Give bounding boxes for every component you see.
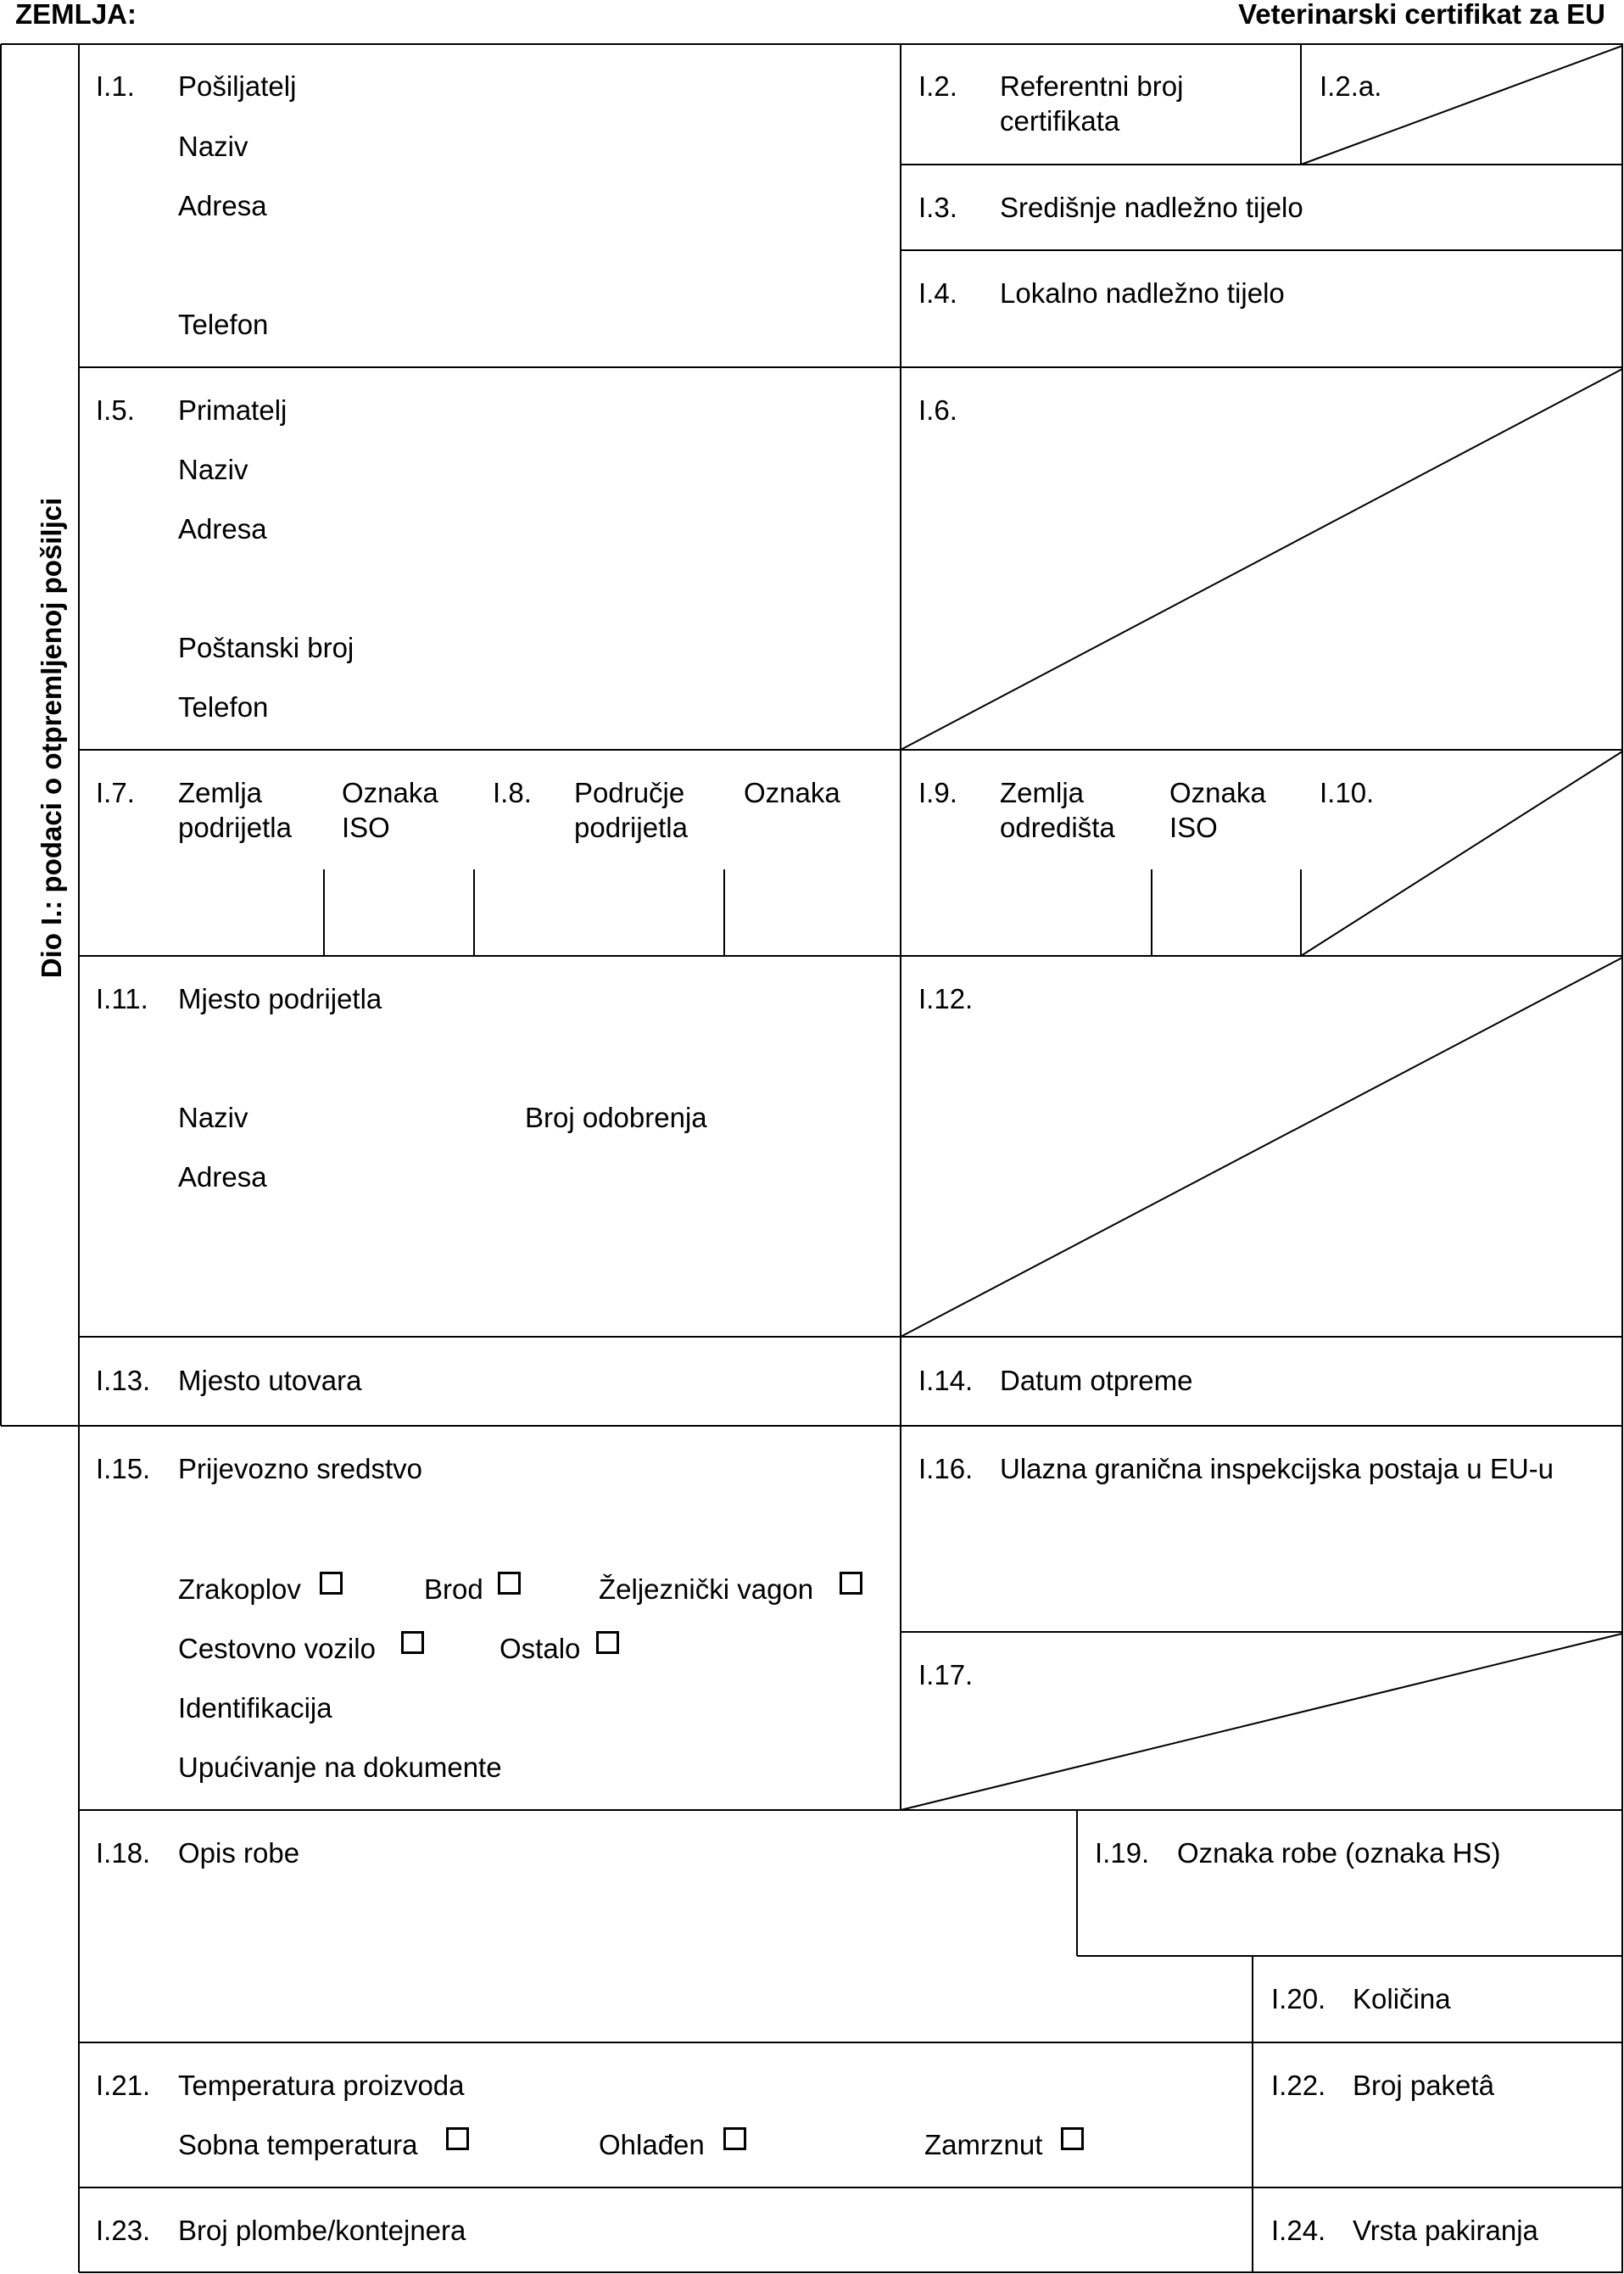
documentary-references-label: Upućivanje na dokumente bbox=[178, 1752, 502, 1783]
consignee-name-label: Naziv bbox=[178, 454, 248, 485]
origin-iso-code-l1: Oznaka bbox=[342, 777, 438, 808]
temp-frozen-checkbox[interactable] bbox=[1061, 2127, 1084, 2150]
box-num-i17: I.17. bbox=[918, 1659, 974, 1690]
transport-road-checkbox[interactable] bbox=[401, 1631, 424, 1654]
origin-iso-code-l2: ISO bbox=[342, 812, 390, 843]
transport-road-label: Cestovno vozilo bbox=[178, 1633, 376, 1664]
box-num-i3: I.3. bbox=[918, 192, 957, 223]
transport-aeroplane-label: Zrakoplov bbox=[178, 1573, 301, 1605]
date-of-departure-title: Datum otpreme bbox=[1000, 1365, 1193, 1396]
box-num-i24: I.24. bbox=[1271, 2215, 1326, 2246]
quantity-title: Količina bbox=[1353, 1983, 1451, 2014]
temp-chilled-label: Ohlađen bbox=[599, 2129, 705, 2160]
seal-container-number-title: Broj plombe/kontejnera bbox=[178, 2215, 466, 2246]
consignee-postcode-label: Poštanski broj bbox=[178, 632, 354, 663]
identification-label: Identifikacija bbox=[178, 1692, 332, 1724]
consignor-phone-label: Telefon bbox=[178, 309, 269, 340]
box-num-i4: I.4. bbox=[918, 277, 957, 309]
transport-other-label: Ostalo bbox=[499, 1633, 581, 1664]
country-of-origin-l2: podrijetla bbox=[178, 812, 292, 843]
place-of-origin-address-label: Adresa bbox=[178, 1161, 267, 1193]
local-authority-title: Lokalno nadležno tijelo bbox=[1000, 277, 1285, 309]
destination-iso-code-l2: ISO bbox=[1169, 812, 1218, 843]
type-of-packaging-title: Vrsta pakiranja bbox=[1353, 2215, 1538, 2246]
reference-number-title-l2: certifikata bbox=[1000, 105, 1120, 137]
certificate-title: Veterinarski certifikat za EU bbox=[1238, 0, 1605, 30]
product-temperature-title: Temperatura proizvoda bbox=[178, 2070, 465, 2101]
consignee-title: Primatelj bbox=[178, 394, 287, 426]
box-num-i2: I.2. bbox=[918, 70, 957, 102]
box-num-i2a: I.2.a. bbox=[1320, 70, 1382, 102]
box-num-i19: I.19. bbox=[1095, 1837, 1150, 1869]
box-num-i12: I.12. bbox=[918, 983, 974, 1014]
region-of-origin-l1: Područje bbox=[574, 777, 685, 808]
box-num-i9: I.9. bbox=[918, 777, 957, 808]
temp-chilled-checkbox[interactable] bbox=[723, 2127, 746, 2150]
commodity-description-title: Opis robe bbox=[178, 1837, 300, 1869]
number-of-packages-title: Broj paketâ bbox=[1353, 2070, 1494, 2101]
part-one-side-label: Dio I.: podaci o otpremljenoj pošiljci bbox=[36, 497, 67, 979]
consignee-phone-label: Telefon bbox=[178, 691, 269, 723]
consignor-address-label: Adresa bbox=[178, 190, 267, 221]
commodity-code-title: Oznaka robe (oznaka HS) bbox=[1177, 1837, 1501, 1869]
temp-frozen-label: Zamrznut bbox=[924, 2129, 1043, 2160]
region-code-label: Oznaka bbox=[744, 777, 840, 808]
temp-ambient-label: Sobna temperatura bbox=[178, 2129, 418, 2160]
destination-iso-code-l1: Oznaka bbox=[1169, 777, 1266, 808]
transport-railway-label: Željeznički vagon bbox=[599, 1573, 814, 1605]
transport-ship-label: Brod bbox=[424, 1573, 483, 1605]
transport-aeroplane-checkbox[interactable] bbox=[320, 1572, 343, 1595]
consignee-address-label: Adresa bbox=[178, 513, 267, 545]
box-num-i11: I.11. bbox=[96, 983, 148, 1014]
entry-bip-title: Ulazna granična inspekcijska postaja u EU-u bbox=[1000, 1453, 1554, 1484]
place-of-origin-title: Mjesto podrijetla bbox=[178, 983, 382, 1014]
transport-ship-checkbox[interactable] bbox=[498, 1572, 521, 1595]
reference-number-title-l1: Referentni broj bbox=[1000, 70, 1184, 102]
box-num-i21: I.21. bbox=[96, 2070, 151, 2101]
place-of-loading-title: Mjesto utovara bbox=[178, 1365, 362, 1396]
box-num-i20: I.20. bbox=[1271, 1983, 1326, 2014]
means-of-transport-title: Prijevozno sredstvo bbox=[178, 1453, 422, 1484]
country-of-origin-l1: Zemlja bbox=[178, 777, 263, 808]
box-num-i16: I.16. bbox=[918, 1453, 974, 1484]
region-of-origin-l2: podrijetla bbox=[574, 812, 688, 843]
box-num-i8: I.8. bbox=[493, 777, 532, 808]
box-num-i13: I.13. bbox=[96, 1365, 151, 1396]
box-num-i5: I.5. bbox=[96, 394, 135, 426]
box-num-i10: I.10. bbox=[1320, 777, 1375, 808]
approval-number-label: Broj odobrenja bbox=[525, 1102, 707, 1133]
country-of-destination-l2: odredišta bbox=[1000, 812, 1115, 843]
transport-other-checkbox[interactable] bbox=[596, 1631, 619, 1654]
temp-ambient-checkbox[interactable] bbox=[446, 2127, 469, 2150]
consignor-name-label: Naziv bbox=[178, 131, 248, 162]
central-authority-title: Središnje nadležno tijelo bbox=[1000, 192, 1303, 223]
box-num-i1: I.1. bbox=[96, 70, 135, 102]
box-num-i7: I.7. bbox=[96, 777, 135, 808]
consignor-title: Pošiljatelj bbox=[178, 70, 297, 102]
box-num-i23: I.23. bbox=[96, 2215, 151, 2246]
transport-railway-checkbox[interactable] bbox=[840, 1572, 862, 1595]
box-num-i14: I.14. bbox=[918, 1365, 974, 1396]
box-num-i22: I.22. bbox=[1271, 2070, 1326, 2101]
country-label: ZEMLJA: bbox=[15, 0, 137, 30]
place-of-origin-name-label: Naziv bbox=[178, 1102, 248, 1133]
box-num-i6: I.6. bbox=[918, 394, 957, 426]
box-num-i15: I.15. bbox=[96, 1453, 151, 1484]
box-num-i18: I.18. bbox=[96, 1837, 151, 1869]
country-of-destination-l1: Zemlja bbox=[1000, 777, 1085, 808]
